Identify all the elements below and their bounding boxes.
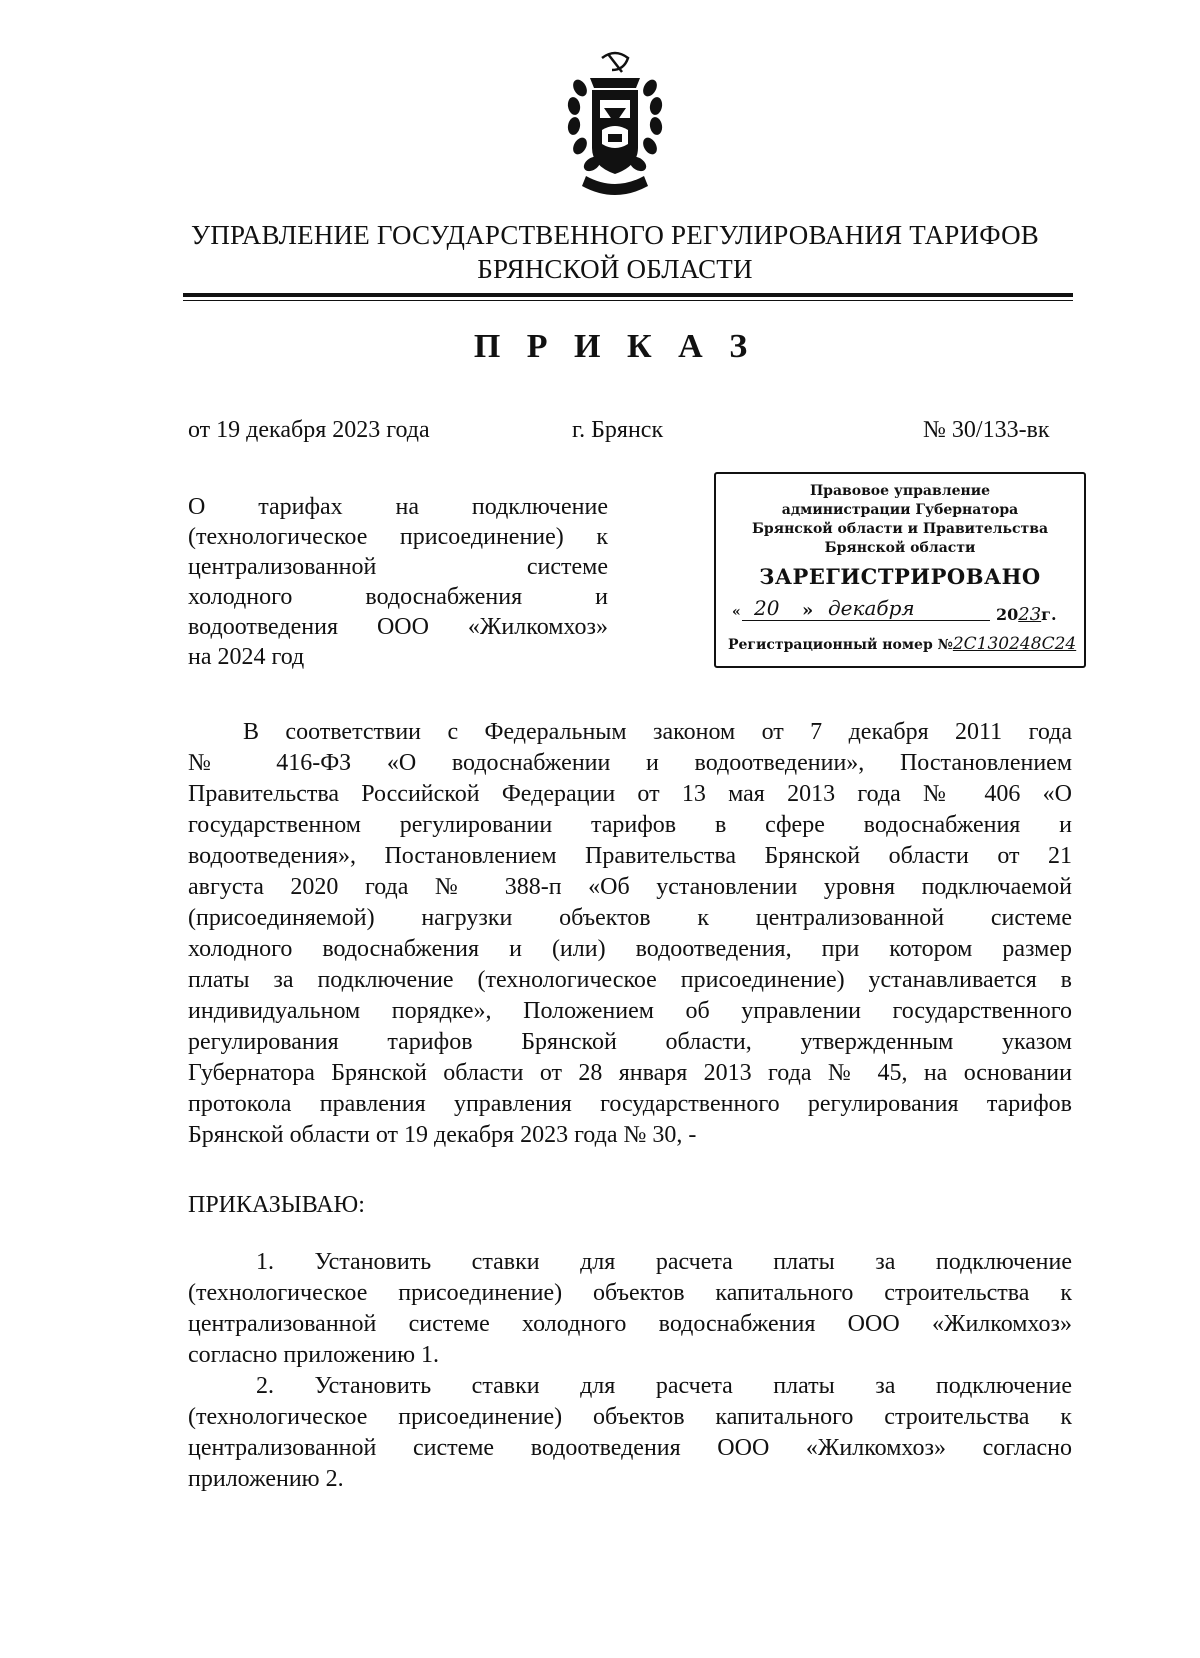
- preamble-line: холодного водоснабжения и (или) водоотведения, при котором размер: [188, 936, 1072, 962]
- preamble-line: регулирования тарифов Брянской области, утвержденным указом: [188, 1029, 1072, 1055]
- preamble-line: (присоединяемой) нагрузки объектов к централизованной системе: [188, 905, 1072, 931]
- stamp-year-prefix: 20: [996, 605, 1019, 624]
- order-item-line: 1. Установить ставки для расчета платы за подключение: [256, 1249, 1072, 1275]
- subject-line: централизованной системе: [188, 554, 608, 580]
- organization-name: [150, 218, 1080, 286]
- order-number: № 30/133-вк: [923, 417, 1050, 443]
- stamp-registration-value: 2С130248С24: [952, 634, 1077, 654]
- preamble: [188, 717, 1072, 1151]
- stamp-date-underline: [742, 620, 990, 621]
- preamble-line: Губернатора Брянской области от 28 января 2013 года № 45, на основании: [188, 1060, 1072, 1086]
- document-title: П Р И К А З: [473, 328, 757, 365]
- stamp-authority: [716, 482, 1084, 558]
- order-item-line: централизованной системе холодного водоснабжения ООО «Жилкомхоз»: [188, 1311, 1072, 1337]
- subject-line: О тарифах на подключение: [188, 494, 608, 520]
- preamble-line: Брянской области от 19 декабря 2023 года № 30, -: [188, 1122, 697, 1148]
- order-subject: [188, 492, 608, 672]
- stamp-date-quote-close: »: [802, 600, 814, 621]
- header-rule-thick: [183, 293, 1073, 297]
- stamp-authority-line: Правовое управление: [809, 483, 991, 499]
- preamble-line: В соответствии с Федеральным законом от 7 декабря 2011 года: [243, 719, 1072, 745]
- stamp-authority-line: Брянской области: [824, 540, 976, 556]
- stamp-year-handwritten: 23: [1018, 604, 1042, 625]
- preamble-line: протокола правления управления государственного регулирования тарифов: [188, 1091, 1072, 1117]
- order-directive: ПРИКАЗЫВАЮ:: [188, 1192, 365, 1218]
- stamp-date-month: декабря: [828, 596, 915, 620]
- order-city: г. Брянск: [572, 417, 664, 443]
- subject-line: водоотведения ООО «Жилкомхоз»: [188, 614, 608, 640]
- stamp-authority-line: администрации Губернатора: [781, 502, 1019, 518]
- subject-line: на 2024 год: [188, 644, 305, 670]
- order-item-2: [188, 1371, 1072, 1495]
- order-item-line: (технологическое присоединение) объектов капитального строительства к: [188, 1280, 1072, 1306]
- header-rule-thin: [183, 300, 1073, 301]
- preamble-line: № 416-ФЗ «О водоснабжении и водоотведении», Постановлением: [188, 750, 1072, 776]
- order-item-line: приложению 2.: [188, 1466, 344, 1492]
- stamp-date: [716, 596, 1084, 626]
- preamble-line: платы за подключение (технологическое присоединение) устанавливается в: [188, 967, 1072, 993]
- order-item-line: согласно приложению 1.: [188, 1342, 440, 1368]
- order-item-line: (технологическое присоединение) объектов капитального строительства к: [188, 1404, 1072, 1430]
- preamble-line: Правительства Российской Федерации от 13 мая 2013 года № 406 «О: [188, 781, 1072, 807]
- stamp-registered-label: ЗАРЕГИСТРИРОВАНО: [759, 564, 1041, 589]
- stamp-registration-number: [728, 634, 1076, 654]
- brjansk-region-coat-of-arms-icon: [552, 48, 678, 206]
- order-item-line: 2. Установить ставки для расчета платы за подключение: [256, 1373, 1072, 1399]
- order-item-line: централизованной системе водоотведения ООО «Жилкомхоз» согласно: [188, 1435, 1072, 1461]
- stamp-authority-line: Брянской области и Правительства: [751, 521, 1049, 537]
- stamp-date-year: [996, 604, 1057, 625]
- order-date: от 19 декабря 2023 года: [188, 417, 430, 443]
- stamp-registration-label: Регистрационный номер №: [728, 637, 953, 653]
- stamp-date-day: 20: [754, 596, 780, 620]
- preamble-line: государственном регулировании тарифов в сфере водоснабжения и: [188, 812, 1072, 838]
- subject-line: (технологическое присоединение) к: [188, 524, 608, 550]
- preamble-line: водоотведения», Постановлением Правительства Брянской области от 21: [188, 843, 1072, 869]
- organization-name-line-1: УПРАВЛЕНИЕ ГОСУДАРСТВЕННОГО РЕГУЛИРОВАНИЯ ТАРИФОВ: [191, 220, 1039, 250]
- preamble-line: индивидуальном порядке», Положением об управлении государственного: [188, 998, 1072, 1024]
- stamp-year-suffix: г.: [1041, 605, 1057, 624]
- registration-stamp: [714, 472, 1086, 668]
- stamp-date-quote: «: [732, 604, 741, 620]
- subject-line: холодного водоснабжения и: [188, 584, 608, 610]
- order-item-1: [188, 1247, 1072, 1371]
- organization-name-line-2: БРЯНСКОЙ ОБЛАСТИ: [477, 254, 753, 284]
- preamble-line: августа 2020 года № 388-п «Об установлении уровня подключаемой: [188, 874, 1072, 900]
